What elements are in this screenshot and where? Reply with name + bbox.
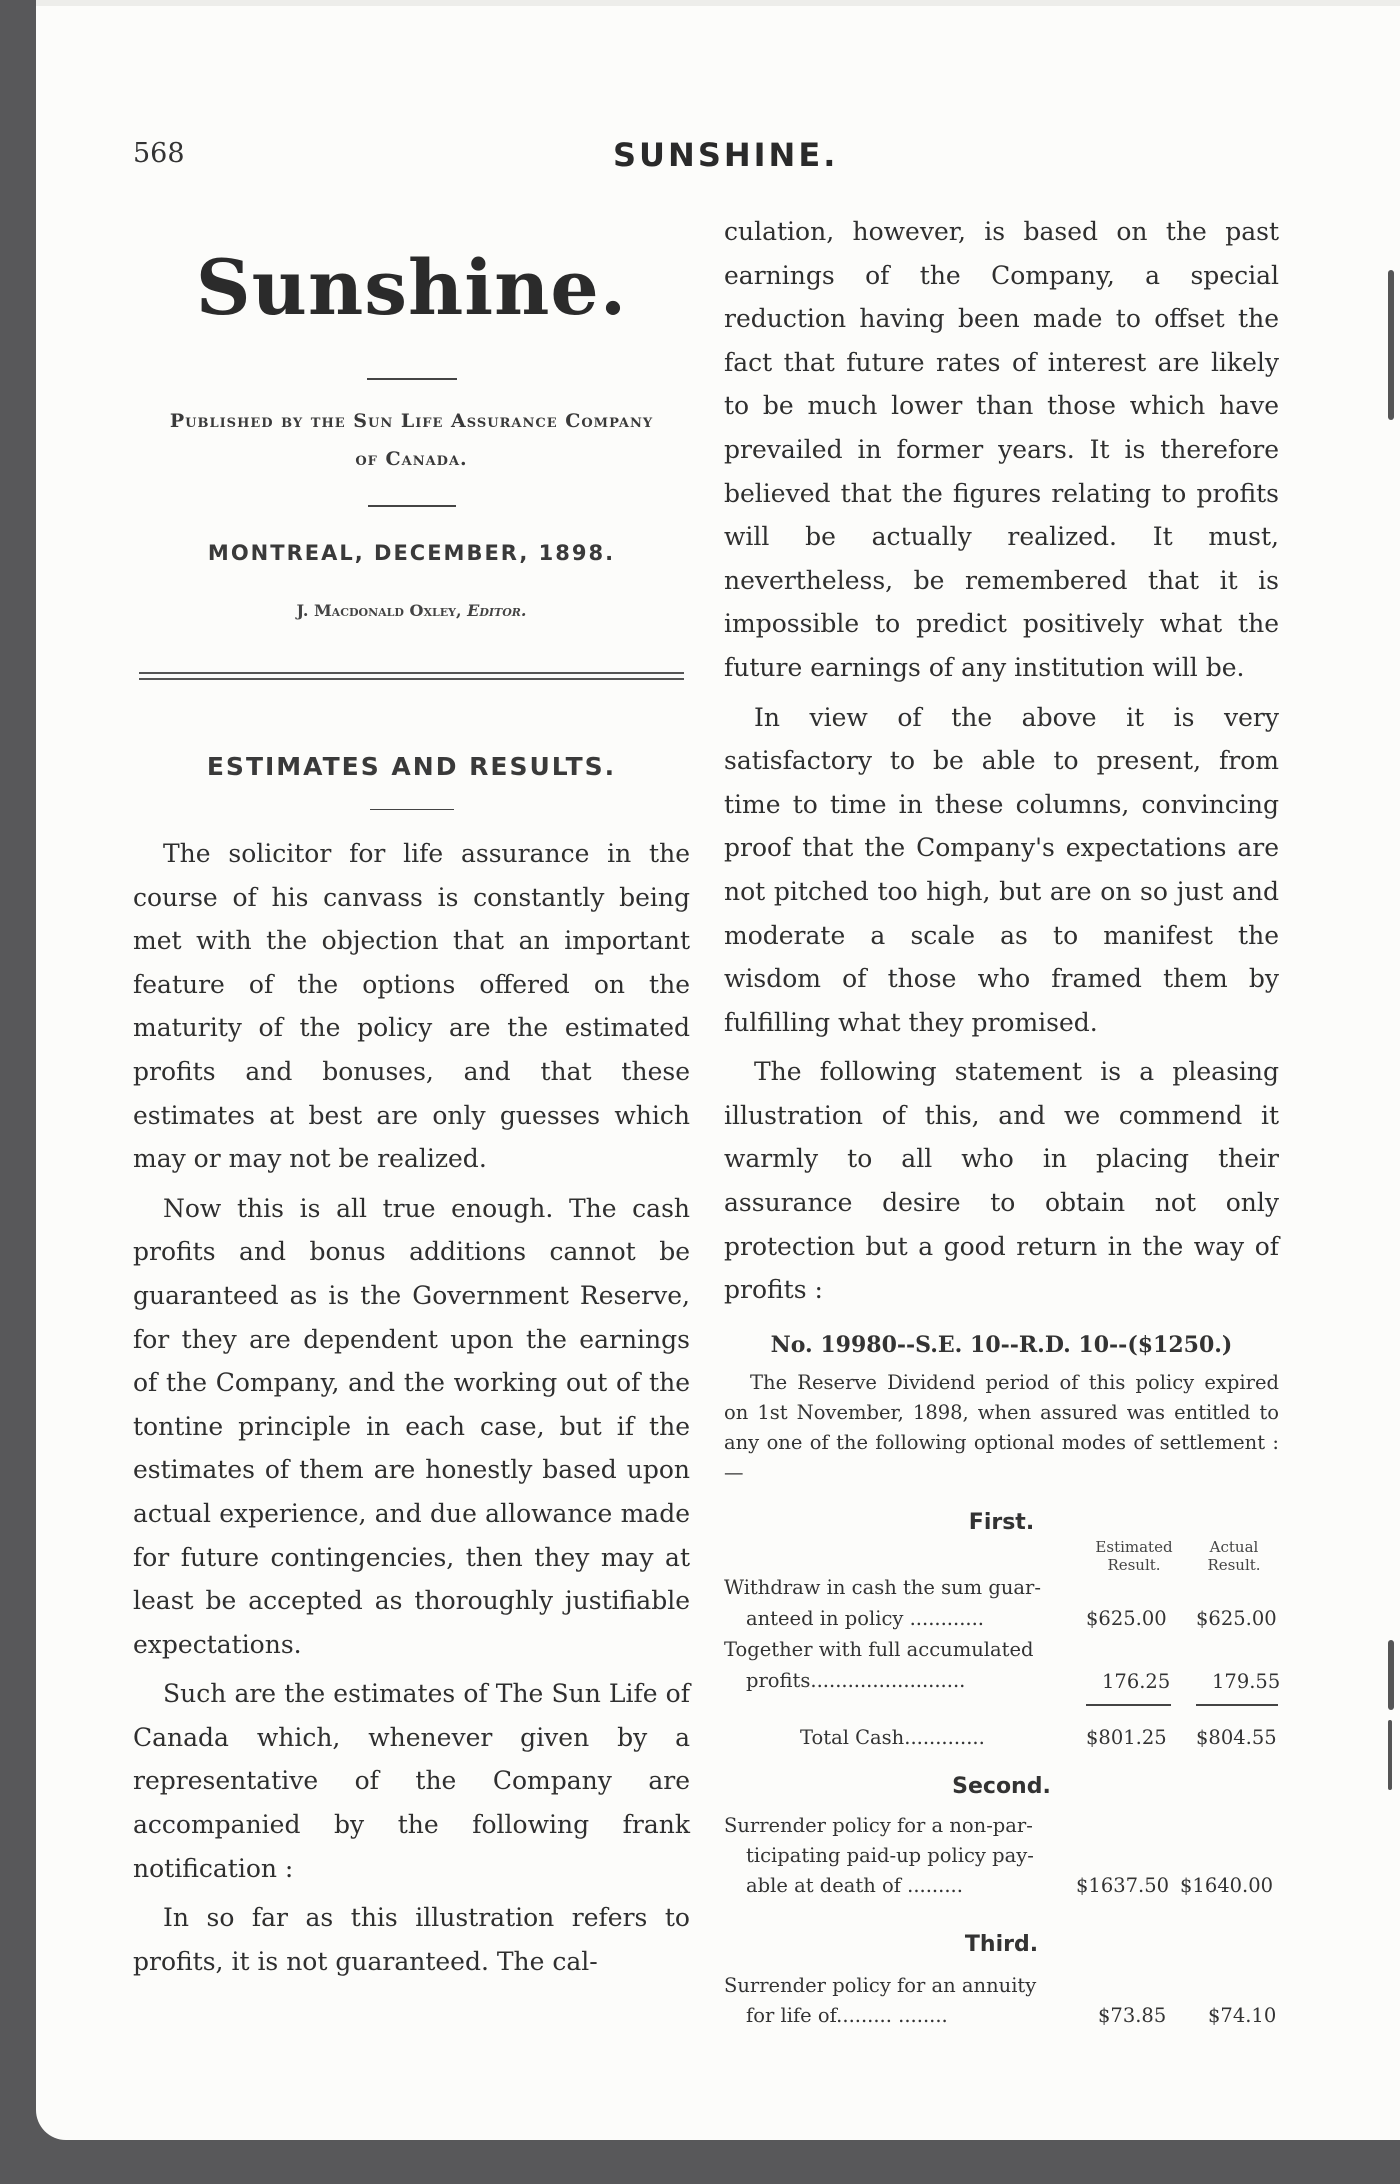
paragraph: Now this is all true enough. The cash profits and bonus additions cannot be guaranteed as is the Government Reserve, for they are dependent upon the earnings of the Company, and the working out of the tontine principle in each case, but if the estimates of them are honestly based upon actual experience, and due allowance made for future contingencies, then they may at least be accepted as thoroughly justifiable expectations.	[133, 1193, 690, 1659]
value-estimated: $625.00	[1086, 1606, 1167, 1630]
margin-mark	[1388, 1640, 1394, 1710]
row-text: ticipating paid-up policy pay-	[746, 1843, 1034, 1867]
editor-name: J. Macdonald Oxley,	[296, 601, 462, 620]
sum-rule	[1086, 1704, 1171, 1706]
value-estimated: 176.25	[1102, 1669, 1171, 1693]
value-estimated: $73.85	[1098, 2003, 1167, 2027]
paragraph: The following statement is a pleasing illustration of this, and we commend it warmly to all who in placing their assurance desire to obtain not only protection but a good return in the way of profits :	[724, 1057, 1279, 1305]
running-head	[0, 138, 1400, 178]
total-actual: $804.55	[1196, 1725, 1277, 1749]
policy-heading: No. 19980--S.E. 10--R.D. 10--($1250.)	[770, 1331, 1233, 1358]
left-column	[133, 240, 690, 1983]
paragraph: Such are the estimates of The Sun Life of Canada which, whenever given by a representative of the Company are accompanied by the following frank notification :	[133, 1679, 690, 1883]
paragraph: In view of the above it is very satisfactory to be able to present, from time to time in these columns, convincing proof that the Company's expectations are not pitched too high, but are on so just and moderate a scale as to manifest the wisdom of those who framed them by fulfilling what they promised.	[724, 702, 1279, 1037]
article-heading: ESTIMATES AND RESULTS.	[206, 752, 617, 781]
row-text: able at death of .........	[746, 1873, 963, 1897]
value-actual: $1640.00	[1180, 1873, 1274, 1897]
page-number: 568	[133, 138, 185, 169]
row-text: Withdraw in cash the sum guar-	[724, 1575, 1041, 1599]
row-text: Surrender policy for an annuity	[724, 1973, 1037, 1997]
value-actual: 179.55	[1212, 1669, 1281, 1693]
running-title: SUNSHINE.	[613, 136, 839, 174]
row-text: for life of......... ........	[746, 2003, 948, 2027]
masthead-title: Sunshine.	[195, 243, 628, 332]
editor-role: Editor.	[467, 601, 527, 620]
section-third-title: Third.	[964, 1931, 1039, 1957]
divider	[368, 505, 456, 507]
total-label: Total Cash.............	[800, 1725, 985, 1749]
value-actual: $74.10	[1208, 2003, 1277, 2027]
col-estimated-header: Estimated Result.	[1095, 1537, 1173, 1574]
value-estimated: $1637.50	[1076, 1873, 1170, 1897]
dateline: MONTREAL, DECEMBER, 1898.	[207, 541, 616, 565]
settlement-statement	[724, 1510, 1279, 2070]
margin-mark	[1388, 270, 1394, 420]
double-rule	[139, 672, 684, 680]
divider	[370, 809, 454, 810]
total-estimated: $801.25	[1086, 1725, 1167, 1749]
row-text: profits.........................	[746, 1668, 966, 1692]
section-second-title: Second.	[952, 1773, 1051, 1799]
publisher-line-2: of Canada.	[355, 448, 468, 470]
value-actual: $625.00	[1196, 1606, 1277, 1630]
margin-mark	[1388, 1720, 1392, 1790]
paragraph: The solicitor for life assurance in the course of his canvass is constantly being met with the objection that an important feature of the options offered on the maturity of the policy are the estimated profits and bonuses, and that these estimates at best are only guesses which may or may not be realized.	[133, 839, 690, 1174]
col-actual-header: Actual Result.	[1207, 1537, 1261, 1574]
editor-line	[133, 601, 690, 620]
sum-rule	[1196, 1704, 1278, 1706]
paragraph: In so far as this illustration refers to profits, it is not guaranteed. The cal-	[133, 1903, 690, 1976]
divider	[367, 378, 457, 380]
right-column	[724, 210, 1279, 2070]
row-text: Together with full accumulated	[724, 1637, 1034, 1661]
row-text: anteed in policy ............	[746, 1606, 984, 1630]
section-first-title: First.	[968, 1509, 1035, 1535]
row-text: Surrender policy for a non-par-	[724, 1813, 1033, 1837]
paragraph: culation, however, is based on the past earnings of the Company, a special reduction having been made to offset the fact that future rates of interest are likely to be much lower than those which have prevailed in former years. It is therefore believed that the figures relating to profits will be actually realized. It must, nevertheless, be remembered that it is impossible to predict positively what the future earnings of any institution will be.	[724, 217, 1279, 682]
publisher-line: Published by the Sun Life Assurance Company	[169, 410, 654, 432]
policy-intro: The Reserve Dividend period of this policy expired on 1st November, 1898, when assured was entitled to any one of the following optional modes of settlement :—	[724, 1370, 1279, 1484]
